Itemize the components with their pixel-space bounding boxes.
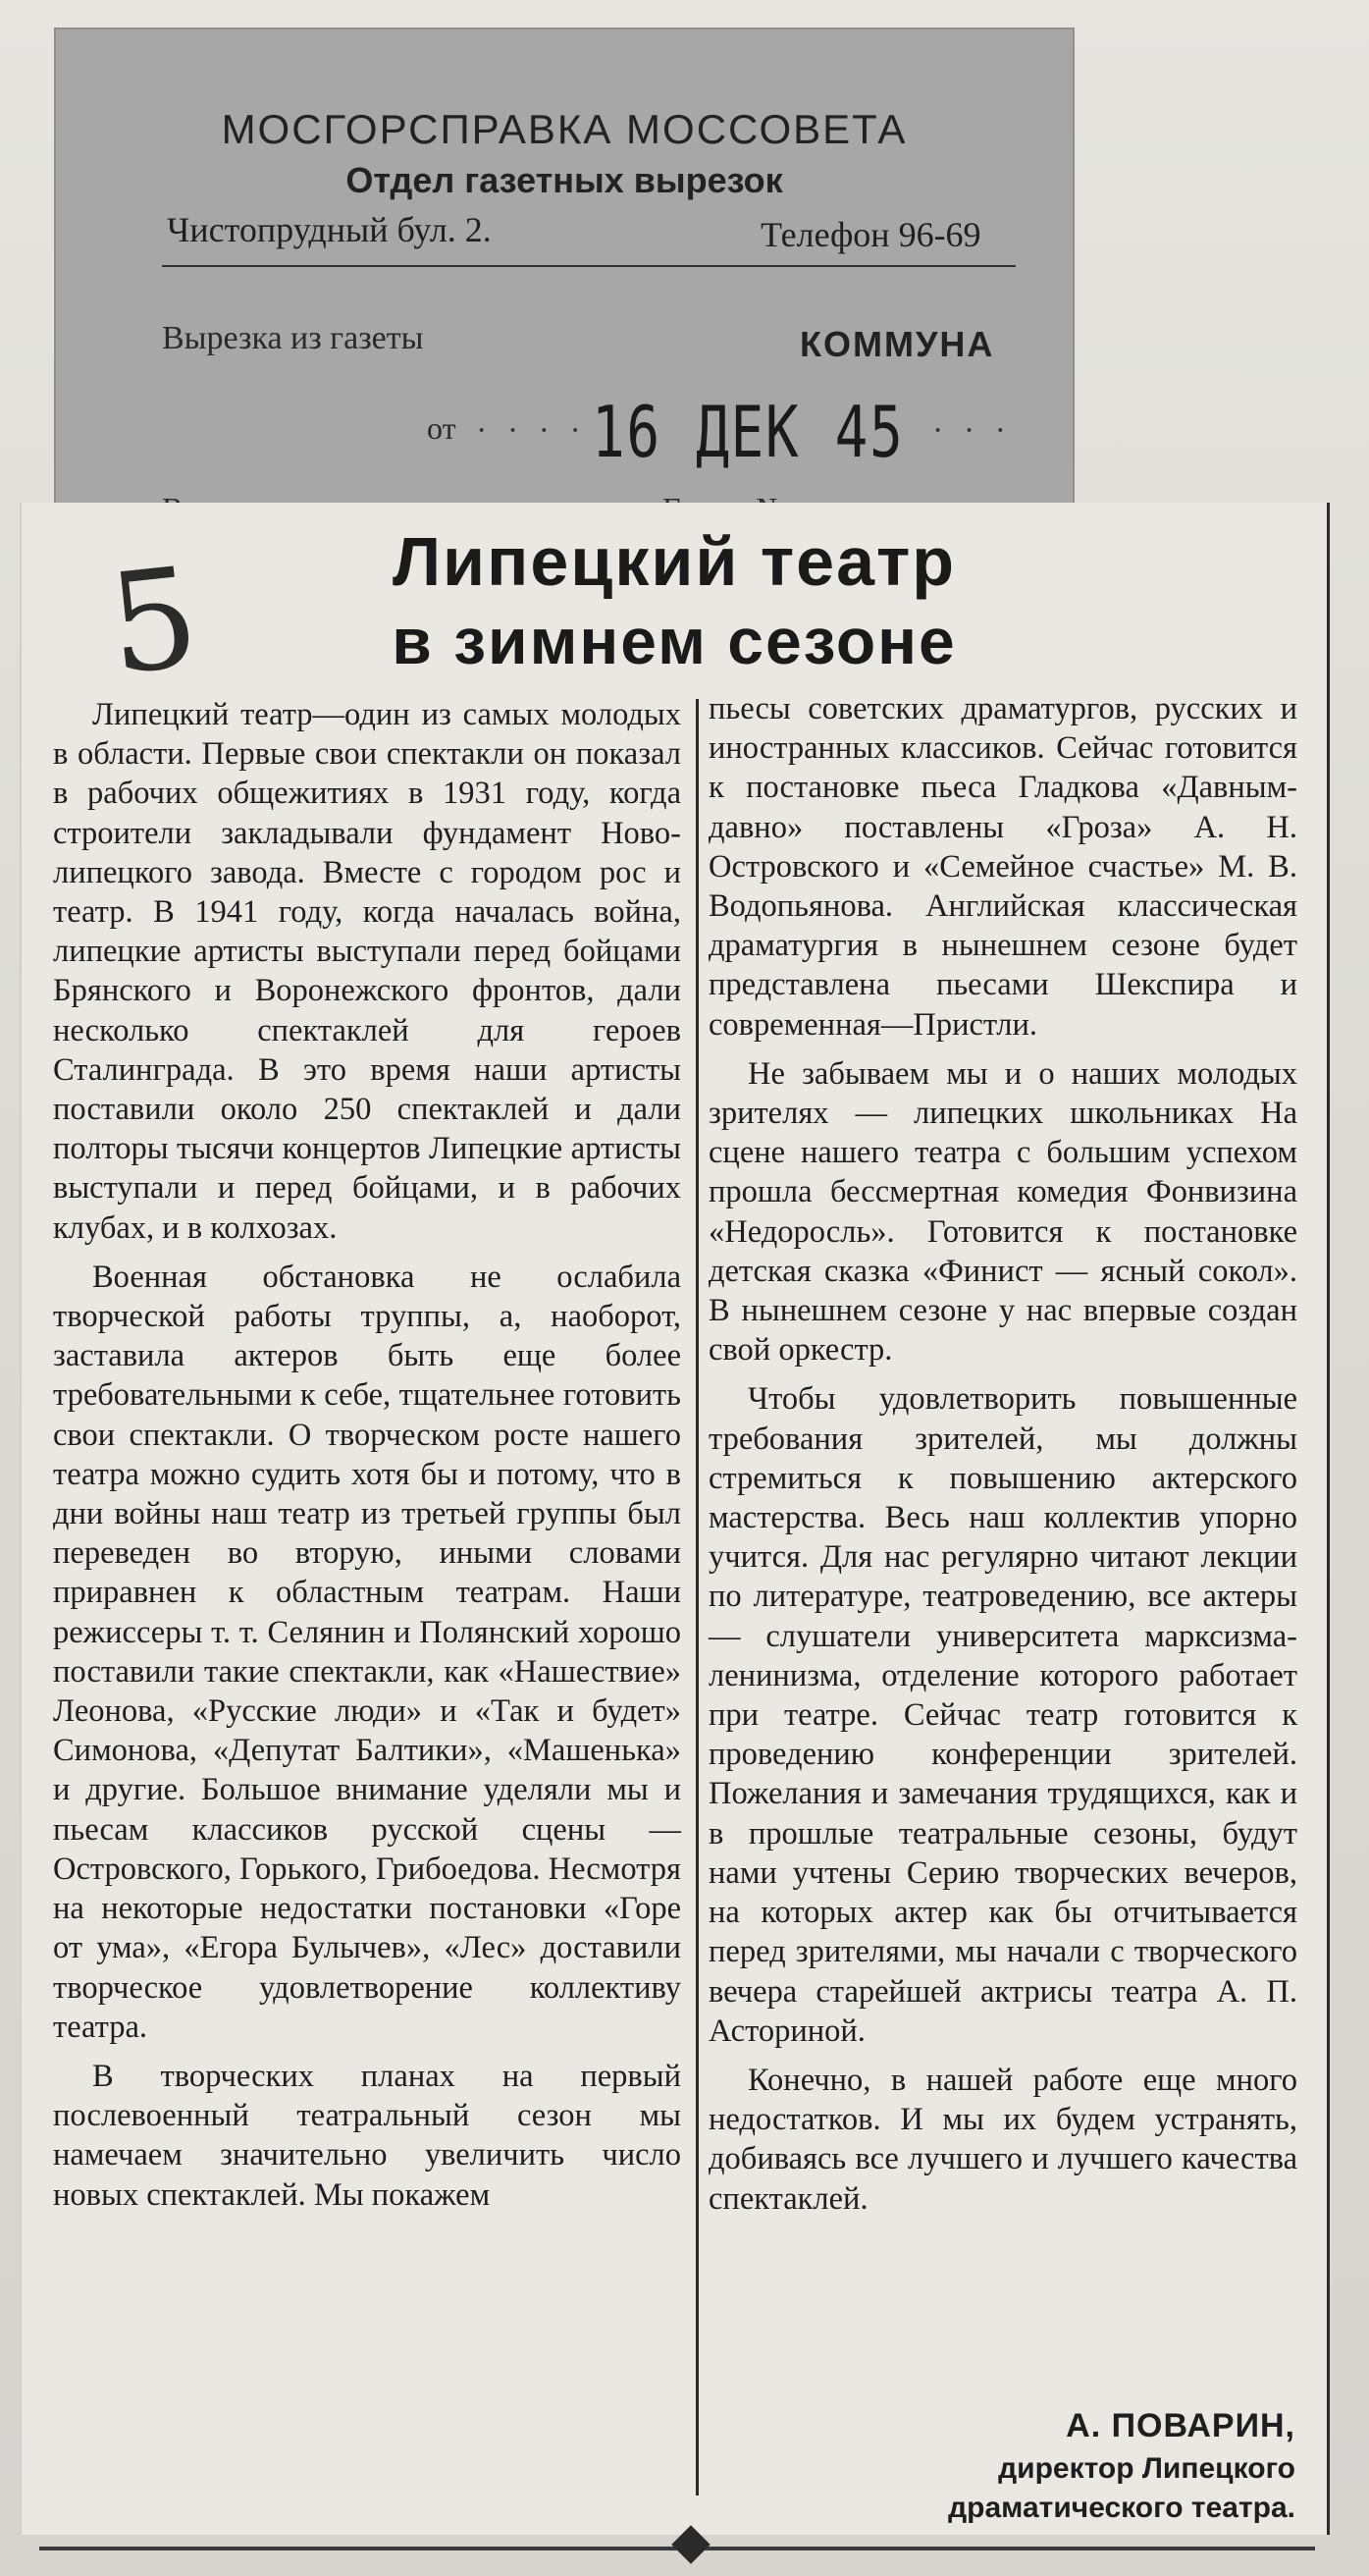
stamp-dept: Отдел газетных вырезок — [345, 160, 783, 200]
signature-title-line1: директор Липецкого — [998, 2452, 1295, 2485]
clipping-service-stamp — [54, 27, 1075, 523]
paragraph: Военная обстановка не ослабила творческой работы труппы, а, наоборот, заставила актеров быть еще более требовательными к себе, тщательнее готовить свои спектакли. О творческом росте нашего театра можно судить хотя бы и потому, что в дни войны наш театр из третьей группы был переведен во вторую, иными словами приравнен к областным театрам. Наши режиссеры т. т. Селянин и Полянский хорошо поставили такие спектакли, как «Нашествие» Леонова, «Русские люди» и «Так и будет» Симонова, «Депутат Балтики», «Машенька» и другие. Большое внимание уделяли мы и пьесам классиков русской сцены — Островского, Горького, Грибоедова. Несмотря на некоторые недостатки постановки «Горе от ума», «Егора Булычев», «Лес» доставили творческое удовлетворение коллективу театра. — [53, 1259, 681, 2045]
paragraph: Липецкий театр—один из самых молодых в области. Первые свои спектакли он показал в рабочих общежитиях в 1931 году, когда строители закладывали фундамент Ново-липецкого завода. Вместе с городом рос и театр. В 1941 году, когда началась война, липецкие артисты выступали перед бойцами Брянского и Воронежского фронтов, дали несколько спектаклей для героев Сталинграда. В это время наши артисты поставили около 250 спектаклей и дали полторы тысячи концертов Липецкие артисты выступали и перед бойцами, и в рабочих клубах, и в колхозах. — [53, 697, 681, 1246]
headline-line2: в зимнем сезоне — [392, 605, 957, 677]
paragraph: В творческих планах на первый послевоенный театральный сезон мы намечаем значительно увеличить число новых спектаклей. Мы покажем — [53, 2058, 681, 2213]
paragraph: Не забываем мы и о наших молодых зрителях — липецких школьниках На сцене нашего театра с большим успехом прошла бессмертная комедия Фонвизина «Недоросль». Готовится к постановке детская сказка «Финист — ясный сокол». В нынешнем сезоне у нас впервые создан свой оркестр. — [709, 1055, 1297, 1368]
stamp-org: МОСГОРСПРАВКА МОССОВЕТА — [221, 106, 908, 152]
stamp-newspaper: КОММУНА — [800, 324, 995, 364]
signature-name: А. ПОВАРИН, — [1066, 2407, 1295, 2444]
stamp-cut-label: Вырезка из газеты — [162, 320, 424, 356]
stamp-address: Чистопрудный бул. 2. — [167, 210, 492, 249]
paragraph: Чтобы удовлетворить повышенные требования зрителей, мы должны стремиться к повышению актерского мастерства. Весь наш коллектив упорно учится. Для нас регулярно читают лекции по литературе, театроведению, все актеры — слушатели университета марксизма-ленинизма, отделение которого работает при театре. Сейчас театр готовится к проведению конференции зрителей. Пожелания и замечания трудящихся, как и в прошлые театральные сезоны, будут нами учтены Серию творческих вечеров, на которых актер как бы отчитывается перед зрителями, мы начали с творческого вечера старейшей актрисы театра А. П. Асториной. — [709, 1381, 1297, 2049]
stamp-dots-left: · · · · — [476, 412, 587, 449]
stamp-date: 16 ДЕК 45 — [592, 391, 905, 473]
stamp-dots-right: · · · — [932, 412, 1012, 449]
article-left-column — [53, 695, 681, 2225]
article-right-column — [709, 689, 1297, 2228]
stamp-from-label: от — [427, 410, 456, 446]
signature-title-line2: драматического театра. — [948, 2492, 1295, 2524]
handwritten-mark: 5 — [101, 537, 206, 707]
paragraph: пьесы советских драматургов, русских и иностранных классиков. Сейчас готовится к постановке пьеса Гладкова «Давным-давно» поставлены «Гроза» А. Н. Островского и «Семейное счастье» М. В. Водопьянова. Английская классическая драматургия в нынешнем сезоне будет представлена пьесами Шекспира и современная—Пристли. — [709, 691, 1297, 1043]
headline-line1: Липецкий театр — [392, 523, 957, 600]
column-divider — [696, 699, 699, 2496]
paragraph: Конечно, в нашей работе еще много недостатков. И мы их будем устранять, добиваясь все лучшего и лучшего качества спектаклей. — [709, 2062, 1297, 2217]
newspaper-article — [20, 503, 1330, 2535]
stamp-rule — [162, 265, 1016, 267]
stamp-phone: Телефон 96-69 — [761, 215, 981, 254]
